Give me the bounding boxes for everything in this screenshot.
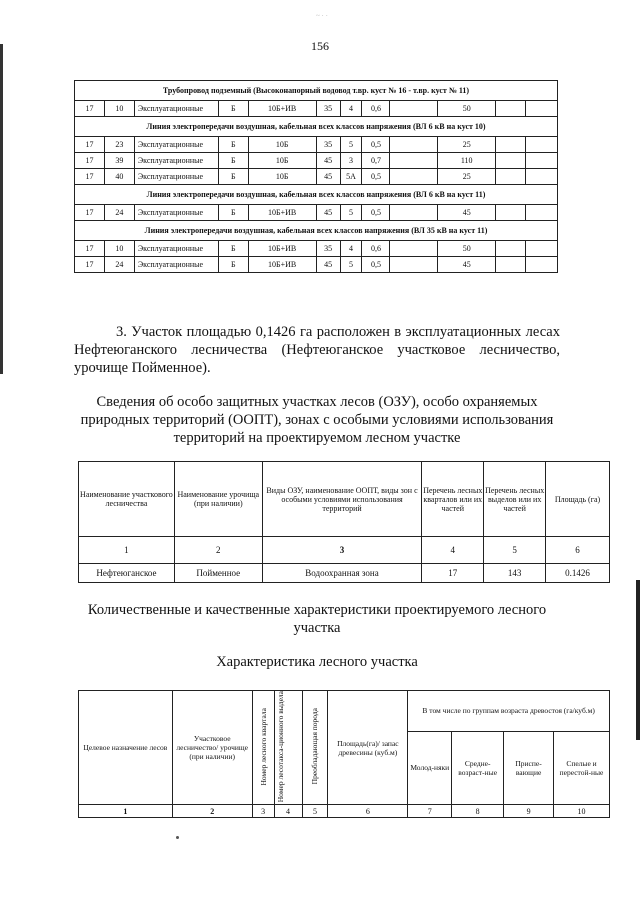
char-header-row-1 [79, 691, 610, 732]
table-cell: 10Б [248, 153, 316, 169]
scan-edge-line [0, 44, 3, 374]
ozu-heading: Сведения об особо защитных участках лесов (ОЗУ), особо охраняемых природных территорий (ООПТ), зонах с особыми условиями использования территорий на проектируемом лесном участке [80, 394, 554, 446]
table-cell [496, 241, 526, 257]
column-number: 4 [274, 805, 302, 818]
paragraph-3-text: 3. Участок площадью 0,1426 га расположен в эксплуатационных лесах Нефтеюганского лесничества (Нефтеюганское участковое лесничество, урочище Пойменное). [74, 324, 560, 376]
page-number: 156 [311, 39, 329, 53]
column-number: 3 [262, 537, 422, 564]
ozu-header-row [79, 462, 610, 537]
table-cell: Б [218, 169, 248, 185]
column-number: 10 [554, 805, 610, 818]
table-cell [390, 137, 438, 153]
header-purpose: Целевое назначение лесов [79, 691, 173, 805]
table-cell [526, 241, 558, 257]
table-row [75, 137, 558, 153]
table-cell: 17 [75, 153, 105, 169]
table-cell: 10Б [248, 169, 316, 185]
table-cell: 0,6 [362, 241, 390, 257]
ozu-data-row [79, 564, 610, 583]
scan-edge-line-right [636, 580, 640, 740]
table-cell [390, 257, 438, 273]
table-cell: 45 [316, 205, 340, 221]
column-number: 6 [546, 537, 610, 564]
table-cell: 10Б [248, 137, 316, 153]
table-row [75, 241, 558, 257]
table-cell: 5 [340, 205, 362, 221]
table-cell [526, 257, 558, 273]
table-cell: 17 [422, 564, 484, 583]
table-cell: 3 [340, 153, 362, 169]
table-cell: 17 [75, 169, 105, 185]
table-cell [526, 137, 558, 153]
table-cell: 35 [316, 101, 340, 117]
header-ripening: Приспе-вающие [504, 731, 554, 805]
header-vydel: Номер лесотакса-ционного выдела [276, 691, 286, 803]
table-cell: 50 [438, 101, 496, 117]
header-species-cell [302, 691, 328, 805]
table-cell: 45 [316, 257, 340, 273]
table-cell [390, 101, 438, 117]
ozu-header-cell: Виды ОЗУ, наименование ООПТ, виды зон с особыми условиями использования территорий [262, 462, 422, 537]
table-cell: Эксплуатационные [134, 241, 218, 257]
table-cell: 5А [340, 169, 362, 185]
easement-table [74, 80, 558, 273]
table-cell: Водоохранная зона [262, 564, 422, 583]
table-cell: Эксплуатационные [134, 205, 218, 221]
table-row [75, 153, 558, 169]
table-cell: 0,5 [362, 169, 390, 185]
ozu-header-cell: Наименование урочища (при наличии) [174, 462, 262, 537]
table-cell: 0.1426 [546, 564, 610, 583]
table-cell: 110 [438, 153, 496, 169]
column-number: 2 [172, 805, 252, 818]
table-cell: Б [218, 137, 248, 153]
ozu-header-cell: Площадь (га) [546, 462, 610, 537]
table-cell [496, 205, 526, 221]
column-number: 6 [328, 805, 408, 818]
faint-stamp-mark: ~ · · [316, 12, 328, 20]
table-cell: 0,5 [362, 137, 390, 153]
section-title: Линия электропередачи воздушная, кабельная всех классов напряжения (ВЛ 6 кВ на куст 10) [75, 117, 558, 137]
column-number: 9 [504, 805, 554, 818]
table-cell [526, 169, 558, 185]
column-number: 5 [484, 537, 546, 564]
table-cell: 39 [104, 153, 134, 169]
quantitative-heading: Количественные и качественные характеристики проектируемого лесного участка [87, 602, 547, 636]
column-number: 7 [408, 805, 452, 818]
table-cell: 24 [104, 205, 134, 221]
table-cell [496, 137, 526, 153]
scan-speck [176, 836, 179, 839]
header-age-groups: В том числе по группам возраста древостоя (га/куб.м) [408, 691, 610, 732]
table-cell: Эксплуатационные [134, 101, 218, 117]
table-cell: Б [218, 257, 248, 273]
table-cell: 23 [104, 137, 134, 153]
table-cell: Пойменное [174, 564, 262, 583]
column-number: 1 [79, 805, 173, 818]
table-cell: Эксплуатационные [134, 137, 218, 153]
section-title: Трубопровод подземный (Высоконапорный водовод т.вр. куст № 16 - т.вр. куст № 11) [75, 81, 558, 101]
table-cell: Нефтеюганское [79, 564, 175, 583]
table-cell: 35 [316, 241, 340, 257]
table-cell: Б [218, 205, 248, 221]
table-cell: Б [218, 101, 248, 117]
table-cell: Эксплуатационные [134, 153, 218, 169]
table-cell: 4 [340, 241, 362, 257]
table-cell: 45 [438, 205, 496, 221]
table-cell: Б [218, 153, 248, 169]
characteristic-heading: Характеристика лесного участка [216, 654, 418, 670]
table-cell: 50 [438, 241, 496, 257]
table-cell [496, 169, 526, 185]
table-cell: Эксплуатационные [134, 169, 218, 185]
column-number: 1 [79, 537, 175, 564]
table-cell: 45 [438, 257, 496, 273]
table-cell: 25 [438, 169, 496, 185]
table-cell [496, 257, 526, 273]
table-cell: 0,5 [362, 257, 390, 273]
table-cell [390, 241, 438, 257]
table-cell [526, 205, 558, 221]
table-row [75, 205, 558, 221]
header-vydel-cell [274, 691, 302, 805]
table-cell: 10Б+ИВ [248, 205, 316, 221]
table-cell: Эксплуатационные [134, 257, 218, 273]
table-cell: 10Б+ИВ [248, 101, 316, 117]
ozu-table [78, 461, 610, 583]
column-number: 4 [422, 537, 484, 564]
ozu-header-cell: Перечень лесных выделов или их частей [484, 462, 546, 537]
table-cell: 0,7 [362, 153, 390, 169]
table-cell: 10Б+ИВ [248, 257, 316, 273]
table-row [75, 257, 558, 273]
column-number: 5 [302, 805, 328, 818]
table-cell: 143 [484, 564, 546, 583]
table-cell [390, 169, 438, 185]
column-number: 8 [452, 805, 504, 818]
ozu-header-cell: Перечень лесных кварталов или их частей [422, 462, 484, 537]
table-cell: Б [218, 241, 248, 257]
table-cell: 25 [438, 137, 496, 153]
table-cell: 0,6 [362, 101, 390, 117]
section-title: Линия электропередачи воздушная, кабельная всех классов напряжения (ВЛ 35 кВ на куст 11) [75, 221, 558, 241]
table-cell [526, 101, 558, 117]
header-species: Преобладающая порода [310, 708, 320, 785]
ozu-header-cell: Наименование участкового лесничества [79, 462, 175, 537]
table-row [75, 169, 558, 185]
table-cell [390, 153, 438, 169]
table-cell: 10 [104, 101, 134, 117]
table-row [75, 101, 558, 117]
table-cell: 17 [75, 101, 105, 117]
header-mature: Спелые и перестой-ные [554, 731, 610, 805]
forest-characteristic-table [78, 690, 610, 818]
section-title-row [75, 81, 558, 101]
header-quarter-cell [252, 691, 274, 805]
table-cell [496, 153, 526, 169]
header-area: Площадь(га)/ запас древесины (куб.м) [328, 691, 408, 805]
table-cell: 17 [75, 241, 105, 257]
header-middle: Средне-возраст-ные [452, 731, 504, 805]
table-cell: 35 [316, 137, 340, 153]
header-quarter: Номер лесного квартала [258, 707, 268, 786]
header-district: Участковое лесничество/ урочище (при наличии) [172, 691, 252, 805]
table-cell: 10Б+ИВ [248, 241, 316, 257]
column-number: 2 [174, 537, 262, 564]
table-cell [496, 101, 526, 117]
table-cell: 10 [104, 241, 134, 257]
section-title: Линия электропередачи воздушная, кабельная всех классов напряжения (ВЛ 6 кВ на куст 11) [75, 185, 558, 205]
table-cell: 45 [316, 169, 340, 185]
table-cell: 17 [75, 137, 105, 153]
table-cell: 17 [75, 257, 105, 273]
table-cell: 40 [104, 169, 134, 185]
table-cell: 4 [340, 101, 362, 117]
ozu-number-row [79, 537, 610, 564]
column-number: 3 [252, 805, 274, 818]
table-cell: 0,5 [362, 205, 390, 221]
table-cell: 5 [340, 257, 362, 273]
table-cell [390, 205, 438, 221]
table-cell: 5 [340, 137, 362, 153]
section-title-row [75, 221, 558, 241]
table-cell [526, 153, 558, 169]
section-title-row [75, 117, 558, 137]
char-number-row [79, 805, 610, 818]
header-young: Молод-няки [408, 731, 452, 805]
table-cell: 17 [75, 205, 105, 221]
paragraph-3 [74, 323, 560, 377]
table-cell: 45 [316, 153, 340, 169]
section-title-row [75, 185, 558, 205]
table-cell: 24 [104, 257, 134, 273]
